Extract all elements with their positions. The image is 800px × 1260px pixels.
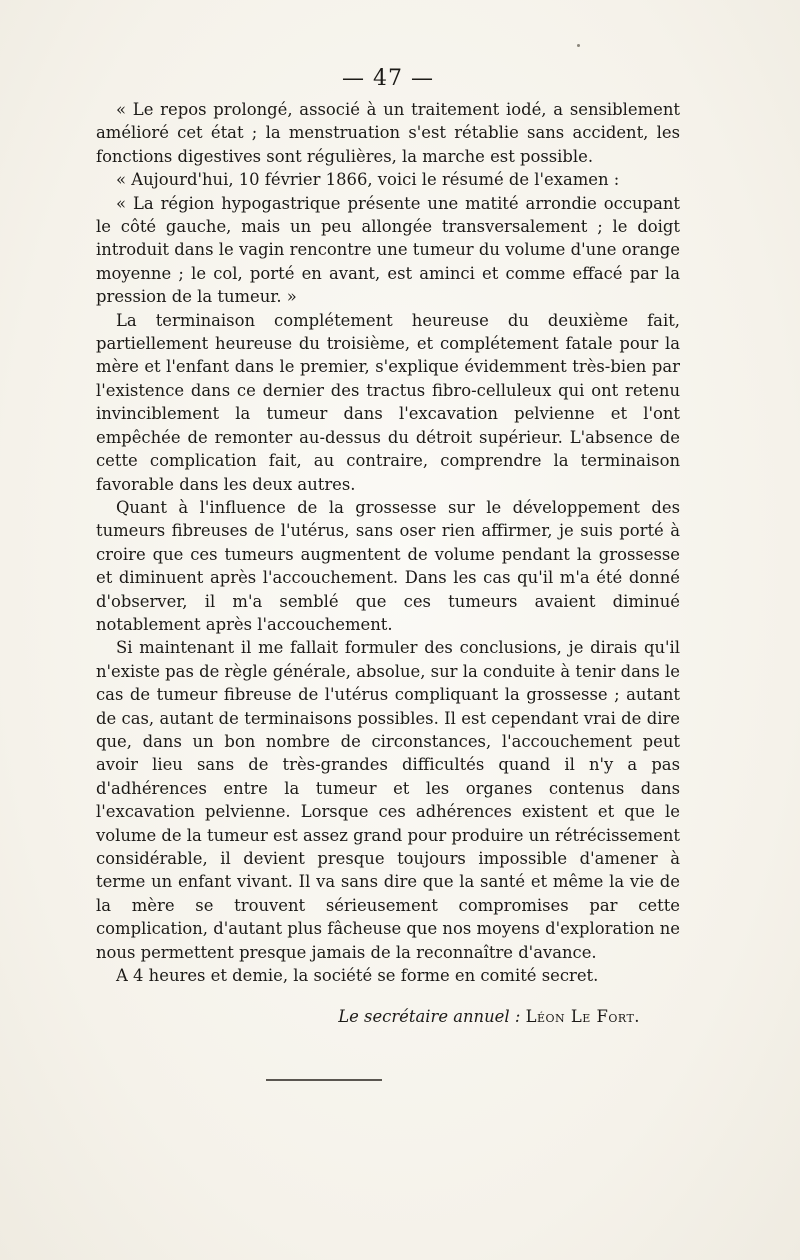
paragraph-7: A 4 heures et demie, la société se forme en comité secret. [116,966,599,986]
paragraph-1: « Le repos prolongé, associé à un traitement iodé, a sensiblement amélioré cet état ; la menstruation s'est rétablie sans accident, les fonctions digestives sont régulières, la marche est possible. [96,100,680,166]
signature-role: Le secrétaire annuel : [338,1007,521,1027]
signature-line [96,1005,680,1028]
paragraph-6: Si maintenant il me fallait formuler des conclusions, je dirais qu'il n'existe pas de règle générale, absolue, sur la conduite à tenir dans le cas de tumeur fibreuse de l'utérus compliquant la grossesse ; autant de cas, autant de terminaisons possibles. Il est cependant vrai de dire que, dans un bon nombre de circonstances, l'accouchement peut avoir lieu sans de très-grandes difficultés quand il n'y a pas d'adhérences entre la tumeur et les organes contenus dans l'excavation pelvienne. Lorsque ces adhérences existent et que le volume de la tumeur est assez grand pour produire un rétrécissement considérable, il devient presque toujours impossible d'amener à terme un enfant vivant. Il va sans dire que la santé et même la vie de la mère se trouvent sérieusement compromises par cette complication, d'autant plus fâcheuse que nos moyens d'exploration ne nous permettent presque jamais de la reconnaître d'avance. [96,638,680,962]
signature-name: Léon Le Fort. [525,1007,640,1027]
text-column [96,64,680,1081]
paragraph-4: La terminaison complétement heureuse du deuxième fait, partiellement heureuse du troisième, et complétement fatale pour la mère et l'enfant dans le premier, s'explique évidemment très-bien par l'existence dans ce dernier des tractus fibro-celluleux qui ont retenu invinciblement la tumeur dans l'excavation pelvienne et l'ont empêchée de remonter au-dessus du détroit supérieur. L'absence de cette complication fait, au contraire, comprendre la terminaison favorable dans les deux autres. [96,310,680,494]
paragraph-3: « La région hypogastrique présente une matité arrondie occupant le côté gauche, mais un peu allongée transversalement ; le doigt introduit dans le vagin rencontre une tumeur du volume d'une orange moyenne ; le col, porté en avant, est aminci et comme effacé par la pression de la tumeur. » [96,193,680,307]
paper-speck [577,44,580,47]
page-number: — 47 — [342,66,434,91]
paragraph-5: Quant à l'influence de la grossesse sur le développement des tumeurs fibreuses de l'utérus, sans oser rien affirmer, je suis porté à croire que ces tumeurs augmentent de volume pendant la grossesse et diminuent après l'accouchement. Dans les cas qu'il m'a été donné d'observer, il m'a semblé que ces tumeurs avaient diminué notablement après l'accouchement. [96,497,680,634]
paragraph-2: « Aujourd'hui, 10 février 1866, voici le résumé de l'examen : [116,170,620,190]
closing-rule [266,1079,382,1081]
